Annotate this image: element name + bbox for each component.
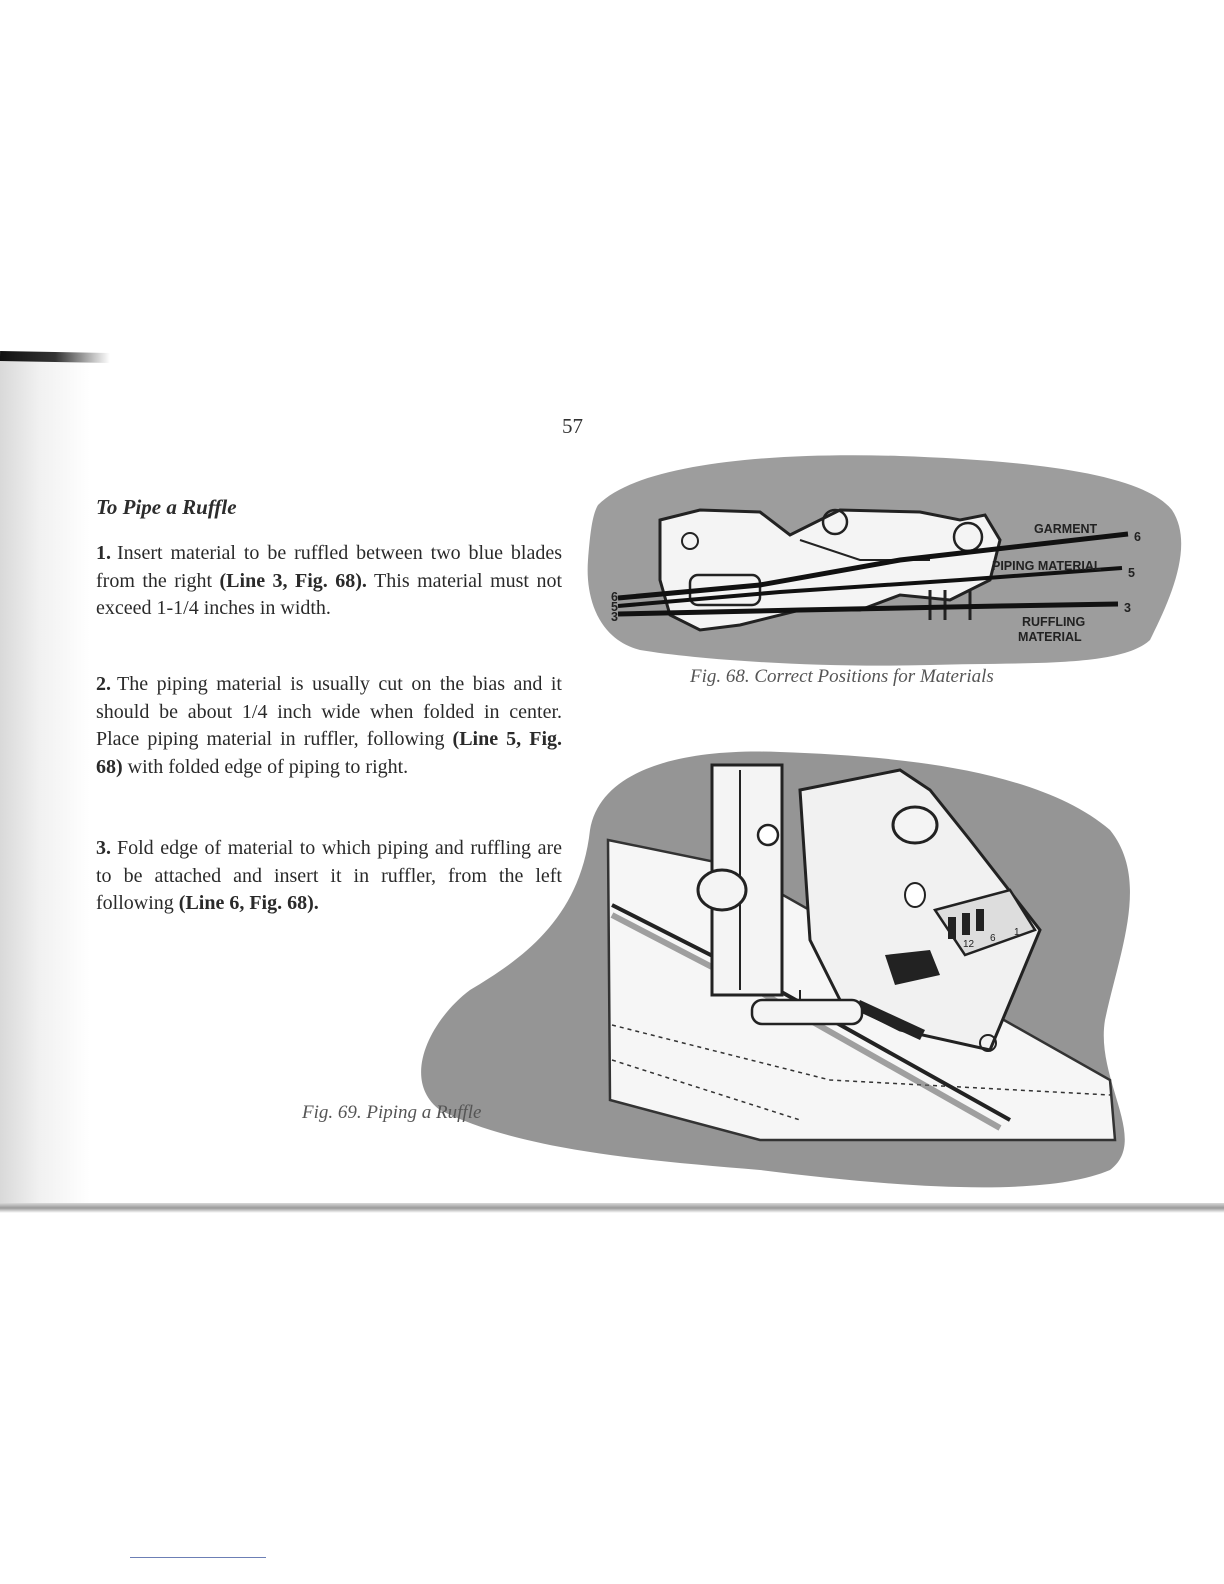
left-line-number-6: 6 [611, 590, 618, 604]
dial-mark-1: 1 [1014, 927, 1020, 938]
dial-mark-6: 6 [990, 933, 996, 944]
step-number: 3. [96, 837, 111, 859]
step-1: 1. Insert material to be ruffled between two blue blades from the right (Line 3, Fig. 68). This material must not exceed 1-1/4 inches in width. [96, 542, 562, 619]
page-number: 57 [562, 414, 583, 438]
label-garment: GARMENT [1034, 522, 1098, 536]
step-2: 2. The piping material is usually cut on the bias and it should be about 1/4 inch wide when folded in center. Place piping material in ruffler, following (Line 5, Fig. 68) with folded edge of piping to right. [96, 673, 562, 778]
step-number: 2. [96, 673, 111, 695]
dial-mark-12: 12 [963, 939, 975, 950]
step-number: 1. [96, 542, 111, 564]
left-line-number-3: 3 [611, 610, 618, 624]
line-number-3: 3 [1124, 601, 1131, 615]
fig69-illustration [421, 752, 1130, 1188]
line-number-6: 6 [1134, 530, 1141, 544]
left-line-number-5: 5 [611, 600, 618, 614]
line-reference: (Line 6, Fig. 68). [178, 892, 319, 914]
section-title: To Pipe a Ruffle [96, 495, 237, 519]
line-reference: (Line 3, Fig. 68). [219, 569, 367, 592]
fig68-illustration [588, 455, 1182, 665]
fig68-caption: Fig. 68. Correct Positions for Materials [690, 666, 994, 687]
line-number-5: 5 [1128, 566, 1135, 580]
label-piping-material: PIPING MATERIAL [992, 559, 1102, 573]
label-ruffling: RUFFLING [1022, 615, 1086, 629]
label-material: MATERIAL [1018, 630, 1082, 644]
line-reference: (Line 5, Fig. 68) [96, 728, 562, 778]
fig69-caption: Fig. 69. Piping a Ruffle [302, 1102, 482, 1123]
step-3: 3. Fold edge of material to which piping and ruffling are to be attached and insert it in ruffler, from the left following (Line 6, Fig. 68). [96, 837, 562, 914]
footer-rule [130, 1557, 266, 1558]
